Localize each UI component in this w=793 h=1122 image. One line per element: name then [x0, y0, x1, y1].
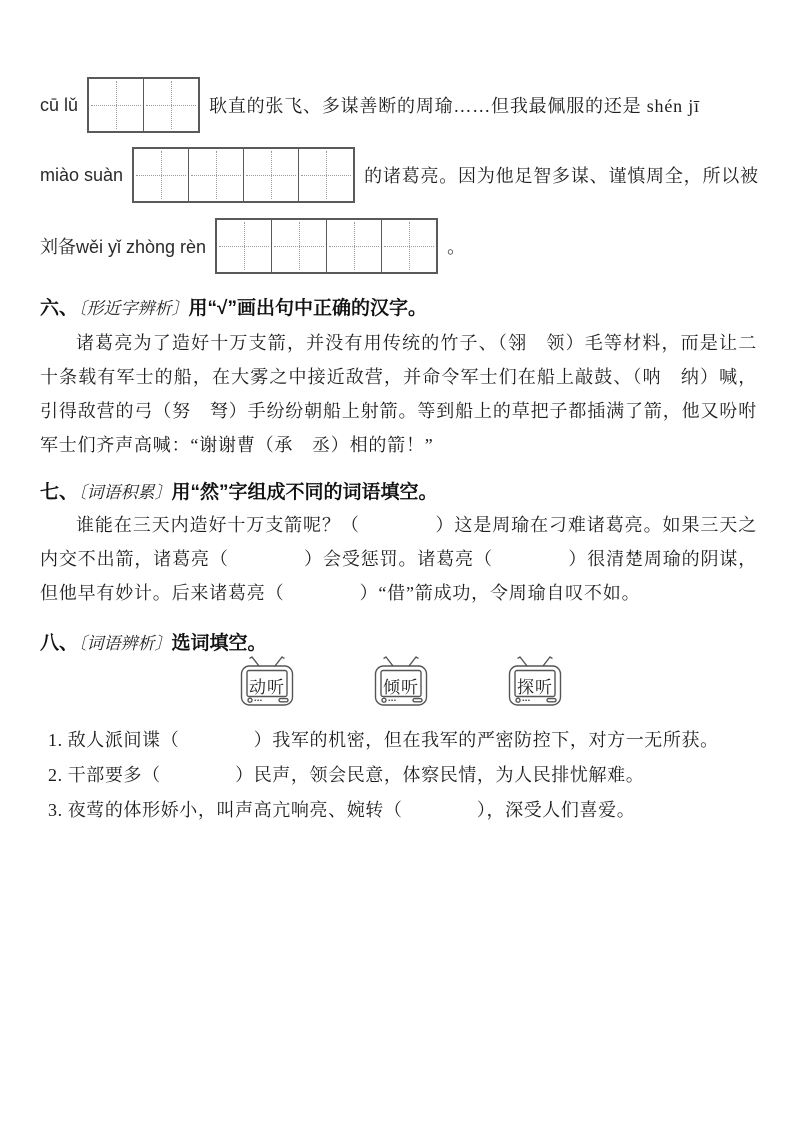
- word-card-tv: [372, 653, 430, 709]
- pinyin-row-miaosuan: [40, 147, 759, 203]
- word-option: 探听: [517, 678, 553, 697]
- section-6-paragraph: 诸葛亮为了造好十万支箭，并没有用传统的竹子、（翎 领）毛等材料，而是让二十条载有军士的船，在大雾之中接近敌营，并命令军士们在船上敲鼓、（呐 纳）喊，引得敌营的弓（努 弩）手纷纷朝船上射箭。等到船上的草把子都插满了箭，他又吩咐军士们齐声高喊：“谢谢曹（承 丞）相的箭！”: [40, 333, 757, 455]
- item-number: 3.: [48, 800, 63, 820]
- tian-cell[interactable]: [144, 79, 198, 131]
- section-6-heading: [40, 293, 427, 320]
- word-option: 动听: [249, 678, 285, 697]
- section-tag: 〔形近字辨析〕: [78, 299, 189, 318]
- section-title: 用“然”字组成不同的词语填空。: [171, 482, 438, 503]
- tian-cell[interactable]: [134, 149, 189, 201]
- tian-cell[interactable]: [244, 149, 299, 201]
- section-8-items: [48, 723, 758, 828]
- pinyin-label: cū lǔ: [40, 94, 79, 115]
- section-8-heading: [40, 628, 267, 655]
- tian-cell[interactable]: [217, 220, 272, 272]
- item-number: 2.: [48, 765, 63, 785]
- word-card-tv: [238, 653, 296, 709]
- section-number: 六、: [40, 298, 79, 319]
- section-7-heading: [40, 477, 438, 504]
- pinyin-label: miào suàn: [40, 164, 124, 185]
- writing-grid: [215, 218, 438, 274]
- item-text: 夜莺的体形娇小，叫声高亢响亮、婉转（ ），深受人们喜爱。: [67, 800, 636, 820]
- tian-cell[interactable]: [382, 220, 436, 272]
- sentence-text: 。: [447, 237, 466, 257]
- section-title: 选词填空。: [171, 633, 267, 654]
- writing-grid: [87, 77, 200, 133]
- section-tag: 〔词语积累〕: [78, 483, 172, 502]
- pinyin-row-weiyizhongren: [40, 218, 466, 274]
- fill-in-item: [48, 793, 758, 828]
- tian-cell[interactable]: [89, 79, 144, 131]
- fill-in-item: [48, 758, 758, 793]
- item-text: 干部要多（ ）民声，领会民意，体察民情，为人民排忧解难。: [67, 765, 645, 785]
- word-option: 倾听: [383, 678, 419, 697]
- item-text: 敌人派间谍（ ）我军的机密，但在我军的严密防控下，对方一无所获。: [67, 730, 719, 750]
- section-number: 八、: [40, 633, 79, 654]
- item-number: 1.: [48, 730, 63, 750]
- pinyin-row-culu: [40, 77, 700, 133]
- section-title: 用“√”画出句中正确的汉字。: [188, 298, 427, 319]
- word-options-row: [238, 653, 564, 709]
- word-card-tv: [506, 653, 564, 709]
- pinyin-label: 刘备wěi yǐ zhòng rèn: [40, 237, 207, 257]
- sentence-text: 耿直的张飞、多谋善断的周瑜……但我最佩服的还是 shén jī: [209, 96, 700, 116]
- tian-cell[interactable]: [189, 149, 244, 201]
- section-7-paragraph: 谁能在三天内造好十万支箭呢？（ ）这是周瑜在刁难诸葛亮。如果三天之内交不出箭，诸葛亮（ ）会受惩罚。诸葛亮（ ）很清楚周瑜的阴谋，但他早有妙计。后来诸葛亮（ ）“借”箭成功，令周瑜自叹不如。: [40, 515, 757, 603]
- tian-cell[interactable]: [299, 149, 353, 201]
- fill-in-item: [48, 723, 758, 758]
- section-number: 七、: [40, 482, 79, 503]
- writing-grid: [132, 147, 355, 203]
- sentence-text: 的诸葛亮。因为他足智多谋、谨慎周全，所以被: [364, 166, 759, 186]
- section-tag: 〔词语辨析〕: [78, 634, 172, 653]
- tian-cell[interactable]: [272, 220, 327, 272]
- tian-cell[interactable]: [327, 220, 382, 272]
